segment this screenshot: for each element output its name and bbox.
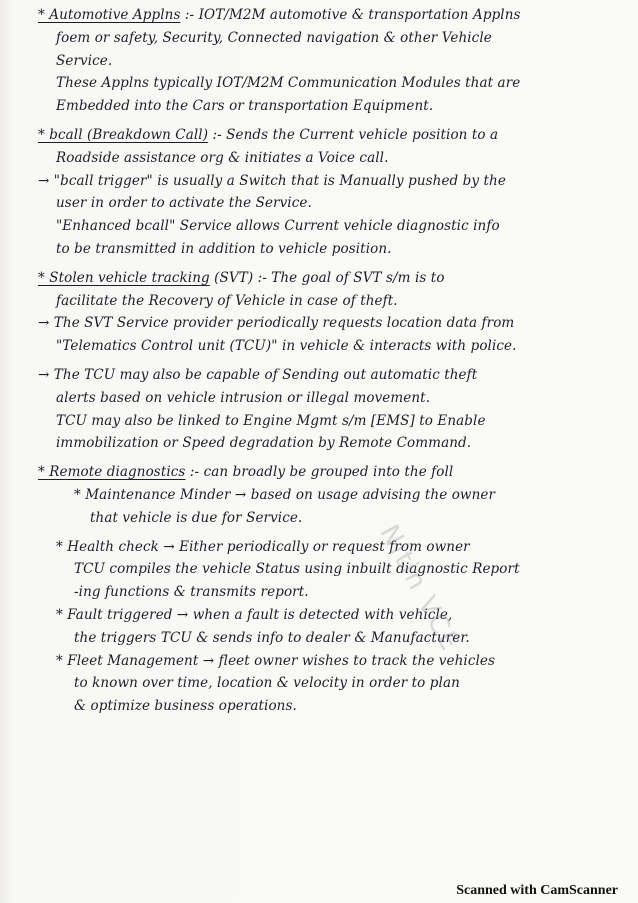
remote-first-line xyxy=(38,461,628,484)
remote-heading: * Remote diagnostics xyxy=(38,464,186,481)
note-line: → The SVT Service provider periodically requests location data from xyxy=(38,315,515,332)
note-line: alerts based on vehicle intrusion or illegal movement. xyxy=(56,389,431,406)
svt-heading-rest: (SVT) :- The goal of SVT s/m is to xyxy=(214,269,445,286)
note-line: foem or safety, Security, Connected navigation & other Vehicle xyxy=(56,29,492,46)
note-line: TCU may also be linked to Engine Mgmt s/m [EMS] to Enable xyxy=(56,412,486,429)
bcall-first-line xyxy=(38,124,628,147)
bcall-heading-rest: :- Sends the Current vehicle position to a xyxy=(212,126,499,143)
note-line: "Enhanced bcall" Service allows Current vehicle diagnostic info xyxy=(56,218,500,235)
note-line: that vehicle is due for Service. xyxy=(90,509,303,526)
note-line: the triggers TCU & sends info to dealer & Manufacturer. xyxy=(74,629,470,646)
note-line: → The TCU may also be capable of Sending out automatic theft xyxy=(38,366,478,383)
svt-first-line xyxy=(38,267,628,290)
automotive-heading: * Automotive Applns xyxy=(38,7,181,23)
watermark-text: Nitin VCE xyxy=(373,520,466,657)
note-line: * Health check → Either periodically or request from owner xyxy=(56,538,470,555)
handwritten-notes xyxy=(38,4,628,718)
note-line: Roadside assistance org & initiates a Voice call. xyxy=(56,149,389,166)
note-line: TCU compiles the vehicle Status using inbuilt diagnostic Report xyxy=(74,561,520,578)
note-line: → "bcall trigger" is usually a Switch that is Manually pushed by the xyxy=(38,172,506,189)
note-line: These Applns typically IOT/M2M Communication Modules that are xyxy=(56,75,521,92)
note-line: user in order to activate the Service. xyxy=(56,195,312,212)
note-line: & optimize business operations. xyxy=(74,698,297,715)
note-line: "Telematics Control unit (TCU)" in vehicle & interacts with police. xyxy=(56,338,517,355)
note-line: Service. xyxy=(56,52,113,69)
note-line: * Fleet Management → fleet owner wishes to track the vehicles xyxy=(56,652,496,669)
automotive-heading-rest: :- IOT/M2M automotive & transportation Applns xyxy=(184,7,521,23)
note-line: Embedded into the Cars or transportation Equipment. xyxy=(56,98,434,115)
scanner-footer: Scanned with CamScanner xyxy=(456,883,618,898)
remote-heading-rest: :- can broadly be grouped into the foll xyxy=(189,464,454,481)
note-line: -ing functions & transmits report. xyxy=(74,584,309,601)
automotive-first-line xyxy=(38,4,628,27)
svt-heading: * Stolen vehicle tracking xyxy=(38,269,210,286)
note-line: * Fault triggered → when a fault is detected with vehicle, xyxy=(56,606,453,623)
note-line: * Maintenance Minder → based on usage advising the owner xyxy=(74,486,496,503)
note-line: facilitate the Recovery of Vehicle in case of theft. xyxy=(56,292,398,309)
note-line: immobilization or Speed degradation by Remote Command. xyxy=(56,435,472,452)
note-line: to known over time, location & velocity in order to plan xyxy=(74,675,460,692)
note-line: to be transmitted in addition to vehicle position. xyxy=(56,240,392,257)
bcall-heading: * bcall (Breakdown Call) xyxy=(38,126,209,143)
